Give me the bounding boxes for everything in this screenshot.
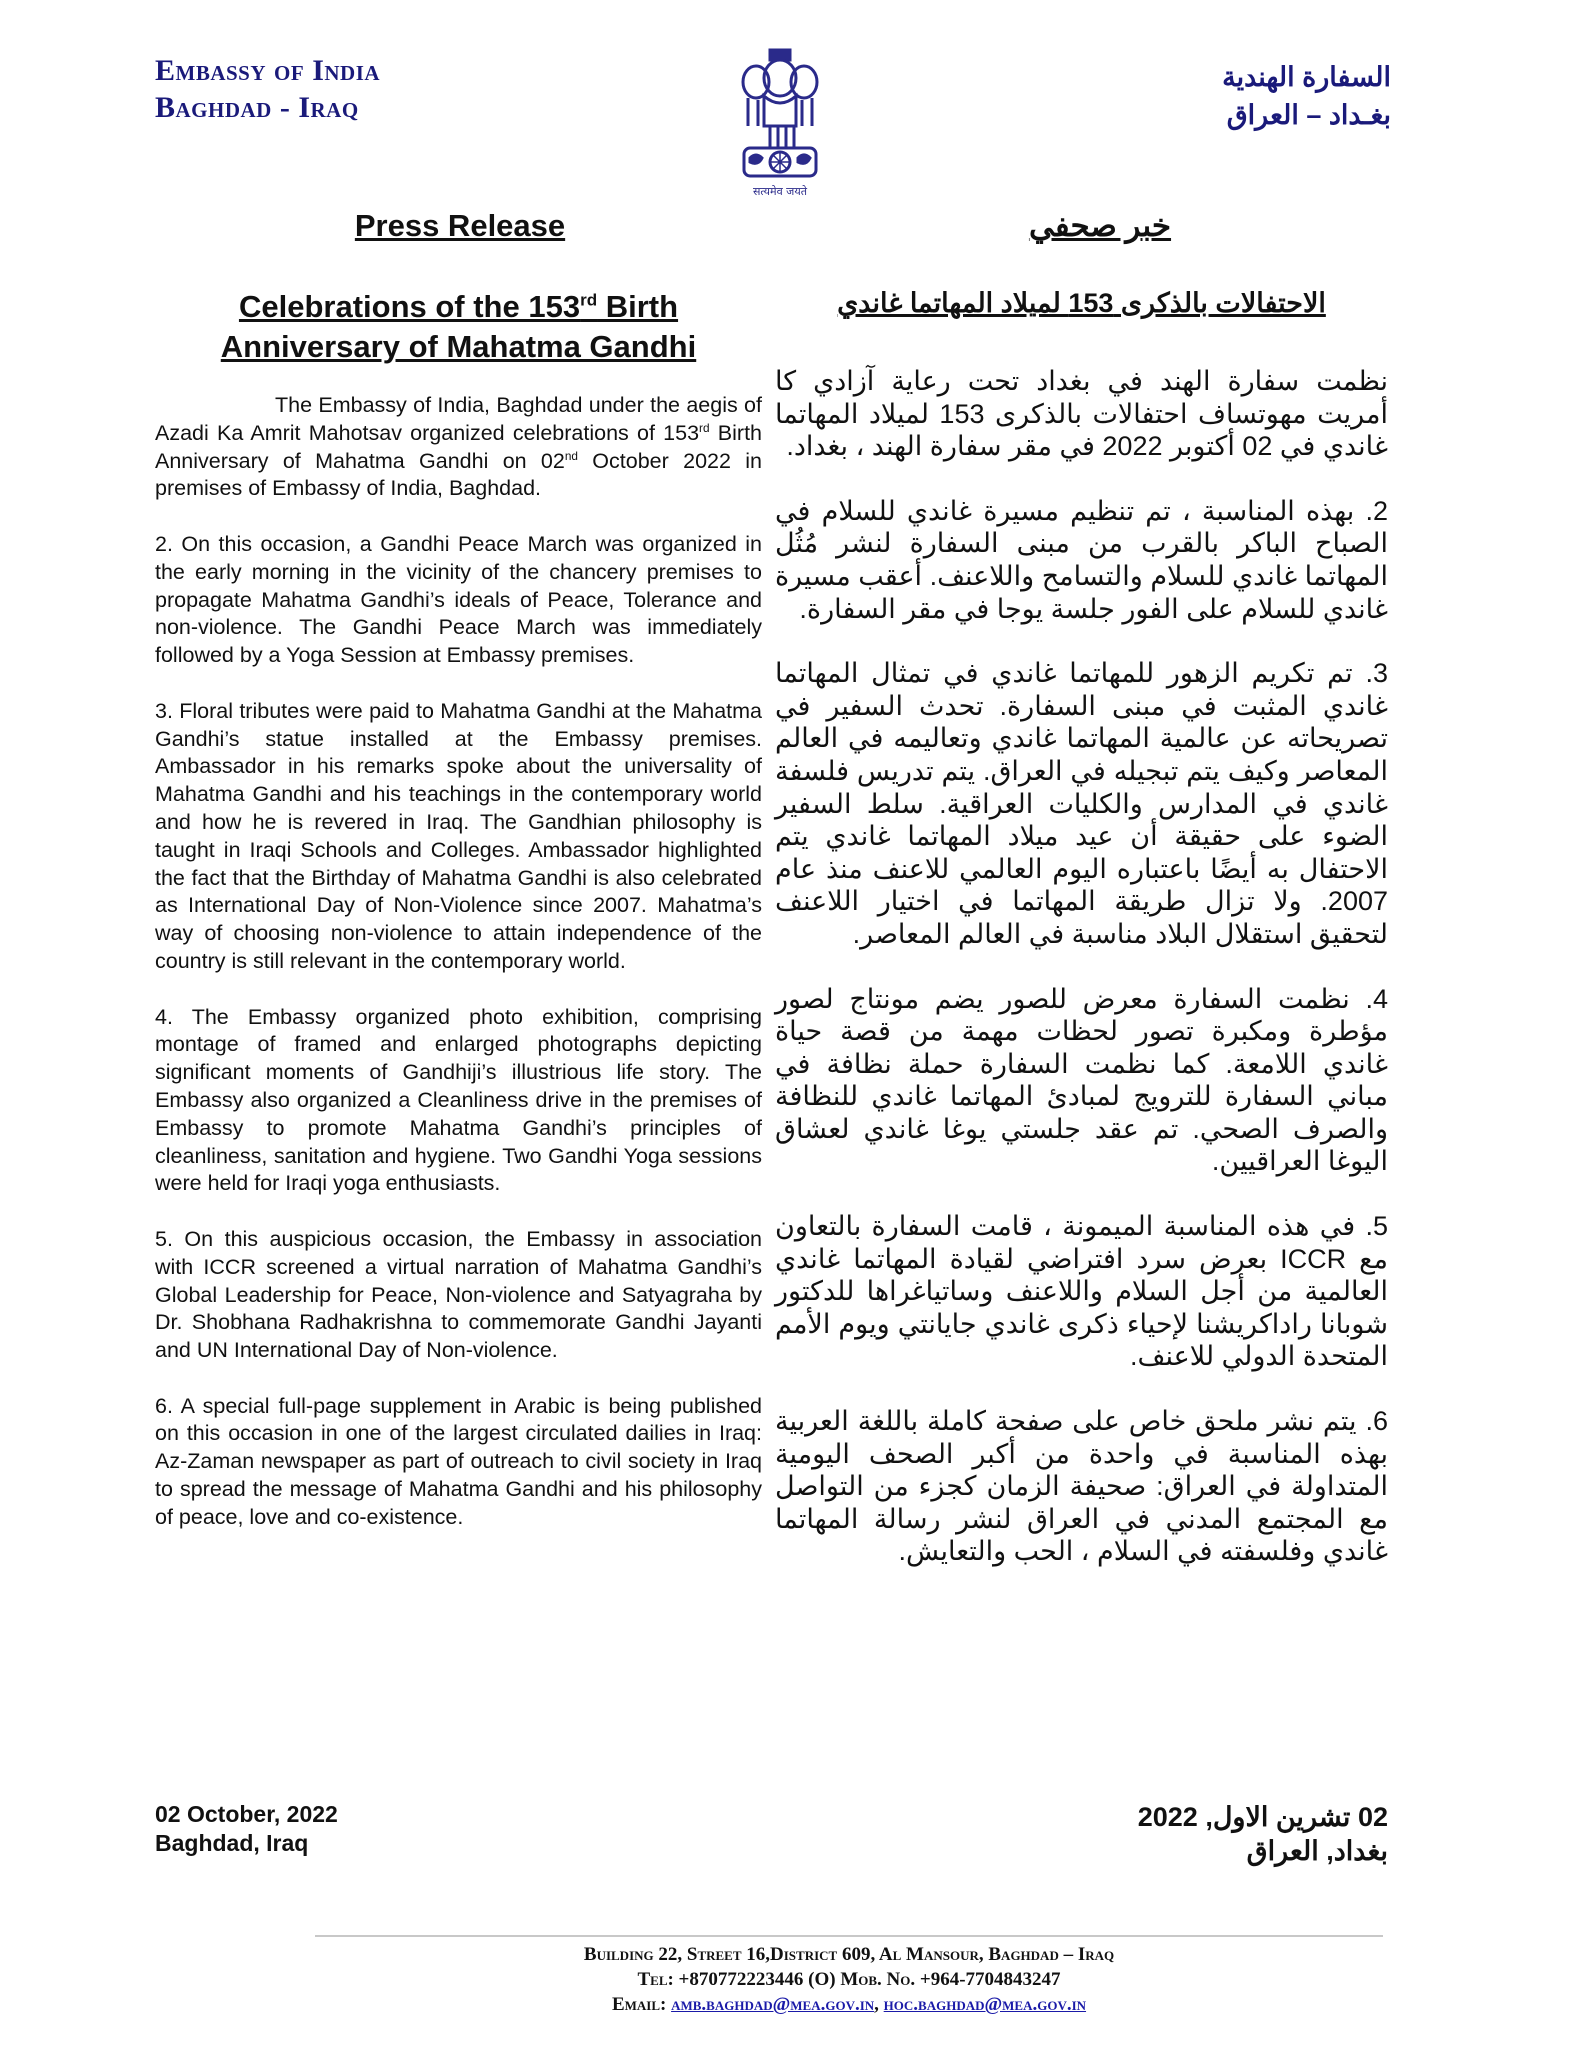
title-line-1: Celebrations of the 153rd Birth	[238, 289, 679, 324]
paragraph-4: 4. The Embassy organized photo exhibition, comprising montage of framed and enlarged photographs depicting significant moments of Gandhiji’s illustrious life story. The Embassy also organized a Cleanliness drive in the premises of Embassy to promote Mahatma Gandhi’s principles of cleanliness, sanitation and hygiene. Two Gandhi Yoga sessions were held for Iraqi yoga enthusiasts.	[155, 1004, 762, 1196]
paragraph-1: The Embassy of India, Baghdad under the aegis of Azadi Ka Amrit Mahotsav organized celebrations of 153rd Birth Anniversary of Mahatma Gandhi on 02nd October 2022 in premises of Embassy of India, Baghdad.	[155, 393, 762, 501]
embassy-location: Baghdad - Iraq	[155, 91, 359, 124]
arabic-paragraph-3: 3. تم تكريم الزهور للمهاتما غاندي في تمثال المهاتما غاندي المثبت في مبنى السفارة. تحدث السفير في تصريحاته عن عالمية المهاتما غاندي وتعاليمه في العالم المعاصر وكيف يتم تبجيله في العراق. يتم تدريس فلسفة غاندي في المدارس والكليات العراقية. سلط السفير الضوء على حقيقة أن عيد ميلاد المهاتما غاندي يتم الاحتفال به أيضًا باعتباره اليوم العالمي للاعنف منذ عام 2007. ولا تزال طريقة المهاتما في اختيار اللاعنف لتحقيق استقلال البلاد مناسبة في العالم المعاصر.	[775, 658, 1388, 949]
dateline-arabic	[1138, 1800, 1388, 1868]
svg-text:सत्यमेव जयते: सत्यमेव जयते	[752, 185, 808, 198]
letterhead-arabic	[1222, 58, 1391, 134]
document-title-arabic: الاحتفالات بالذكرى 153 لميلاد المهاتما غاندي	[837, 288, 1326, 318]
footer-email: Email: amb.baghdad@mea.gov.in, hoc.baghdad@mea.gov.in	[611, 1994, 1087, 2015]
english-body	[155, 392, 762, 1559]
document-title	[155, 287, 762, 367]
date-arabic: 02 تشرين الاول, 2022	[1137, 1802, 1388, 1832]
letterhead-english	[155, 52, 380, 126]
footer-divider	[315, 1935, 1383, 1937]
arabic-paragraph-5: 5. في هذه المناسبة الميمونة ، قامت السفارة بالتعاون مع ICCR بعرض سرد افتراضي لقيادة المهاتما غاندي العالمية من أجل السلام واللاعنف وساتياغراها للدكتور شوبانا راداكريشنا لإحياء ذكرى غاندي جايانتي ويوم الأمم المتحدة الدولي للاعنف.	[775, 1211, 1388, 1372]
embassy-name-arabic: السفارة الهندية	[1222, 62, 1391, 92]
date: 02 October, 2022	[155, 1801, 338, 1827]
arabic-paragraph-6: 6. يتم نشر ملحق خاص على صفحة كاملة باللغة العربية بهذه المناسبة في واحدة من أكبر الصحف اليومية المتداولة في العراق: صحيفة الزمان كجزء من التواصل مع المجتمع المدني في العراق لنشر رسالة المهاتما غاندي وفلسفته في السلام ، الحب والتعايش.	[775, 1406, 1388, 1567]
paragraph-6: 6. A special full-page supplement in Arabic is being published on this occasion in one of the largest circulated dailies in Iraq: Az-Zaman newspaper as part of outreach to civil society in Iraq to spread the message of Mahatma Gandhi and his philosophy of peace, love and co-existence.	[155, 1393, 762, 1529]
email-link-hoc[interactable]: hoc.baghdad@mea.gov.in	[883, 1994, 1087, 2015]
title-line-2: Anniversary of Mahatma Gandhi	[220, 329, 697, 364]
arabic-body	[775, 365, 1388, 1600]
footer	[315, 1942, 1383, 2017]
dateline	[155, 1800, 338, 1858]
arabic-paragraph-2: 2. بهذه المناسبة ، تم تنظيم مسيرة غاندي للسلام في الصباح الباكر بالقرب من مبنى السفارة لنشر مُثُل المهاتما غاندي للسلام والتسامح واللاعنف. أعقب مسيرة غاندي للسلام على الفور جلسة يوجا في مقر السفارة.	[775, 495, 1388, 624]
footer-address: Building 22, Street 16,District 609, Al Mansour, Baghdad – Iraq	[583, 1944, 1115, 1965]
paragraph-2: 2. On this occasion, a Gandhi Peace March was organized in the early morning in the vicinity of the chancery premises to propagate Mahatma Gandhi’s ideals of Peace, Tolerance and non-violence. The Gandhi Peace March was immediately followed by a Yoga Session at Embassy premises.	[155, 531, 762, 668]
arabic-paragraph-4: 4. نظمت السفارة معرض للصور يضم مونتاج لصور مؤطرة ومكبرة تصور لحظات مهمة من قصة حياة غاندي اللامعة. كما نظمت السفارة حملة نظافة في مباني السفارة للترويج لمبادئ المهاتما غاندي للنظافة والصرف الصحي. تم عقد جلستي يوغا غاندي لعشاق اليوغا العراقيين.	[775, 983, 1388, 1177]
paragraph-5: 5. On this auspicious occasion, the Embassy in association with ICCR screened a virtual narration of Mahatma Gandhi’s Global Leadership for Peace, Non-violence and Satyagraha by Dr. Shobhana Radhakrishna to commemorate Gandhi Jayanti and UN International Day of Non-violence.	[155, 1226, 762, 1363]
paragraph-3: 3. Floral tributes were paid to Mahatma Gandhi at the Mahatma Gandhi’s statue installed at the Embassy premises. Ambassador in his remarks spoke about the universality of Mahatma Gandhi and his teachings in the contemporary world and how he is revered in Iraq. The Gandhian philosophy is taught in Iraqi Schools and Colleges. Ambassador highlighted the fact that the Birthday of Mahatma Gandhi is also celebrated as International Day of Non-Violence since 2007. Mahatma’s way of choosing non-violence to attain independence of the country is still relevant in the contemporary world.	[155, 698, 762, 973]
place: Baghdad, Iraq	[155, 1830, 309, 1856]
embassy-name: Embassy of India	[155, 54, 381, 87]
press-release-label-arabic: خبر صحفي	[1028, 208, 1172, 243]
email-link-ambassador[interactable]: amb.baghdad@mea.gov.in	[671, 1994, 875, 2015]
national-emblem-icon	[730, 40, 830, 200]
place-arabic: بغداد, العراق	[1246, 1836, 1388, 1866]
press-release-label: Press Release	[354, 208, 566, 243]
embassy-location-arabic: بغـداد – العراق	[1226, 100, 1391, 130]
footer-phone: Tel: +870772223446 (O) Mob. No. +964-7704843247	[637, 1969, 1061, 1990]
arabic-paragraph-1: نظمت سفارة الهند في بغداد تحت رعاية آزادي كا أمريت مهوتساف احتفالات بالذكرى 153 لميلاد المهاتما غاندي في 02 أكتوبر 2022 في مقر سفارة الهند ، بغداد.	[775, 366, 1388, 462]
